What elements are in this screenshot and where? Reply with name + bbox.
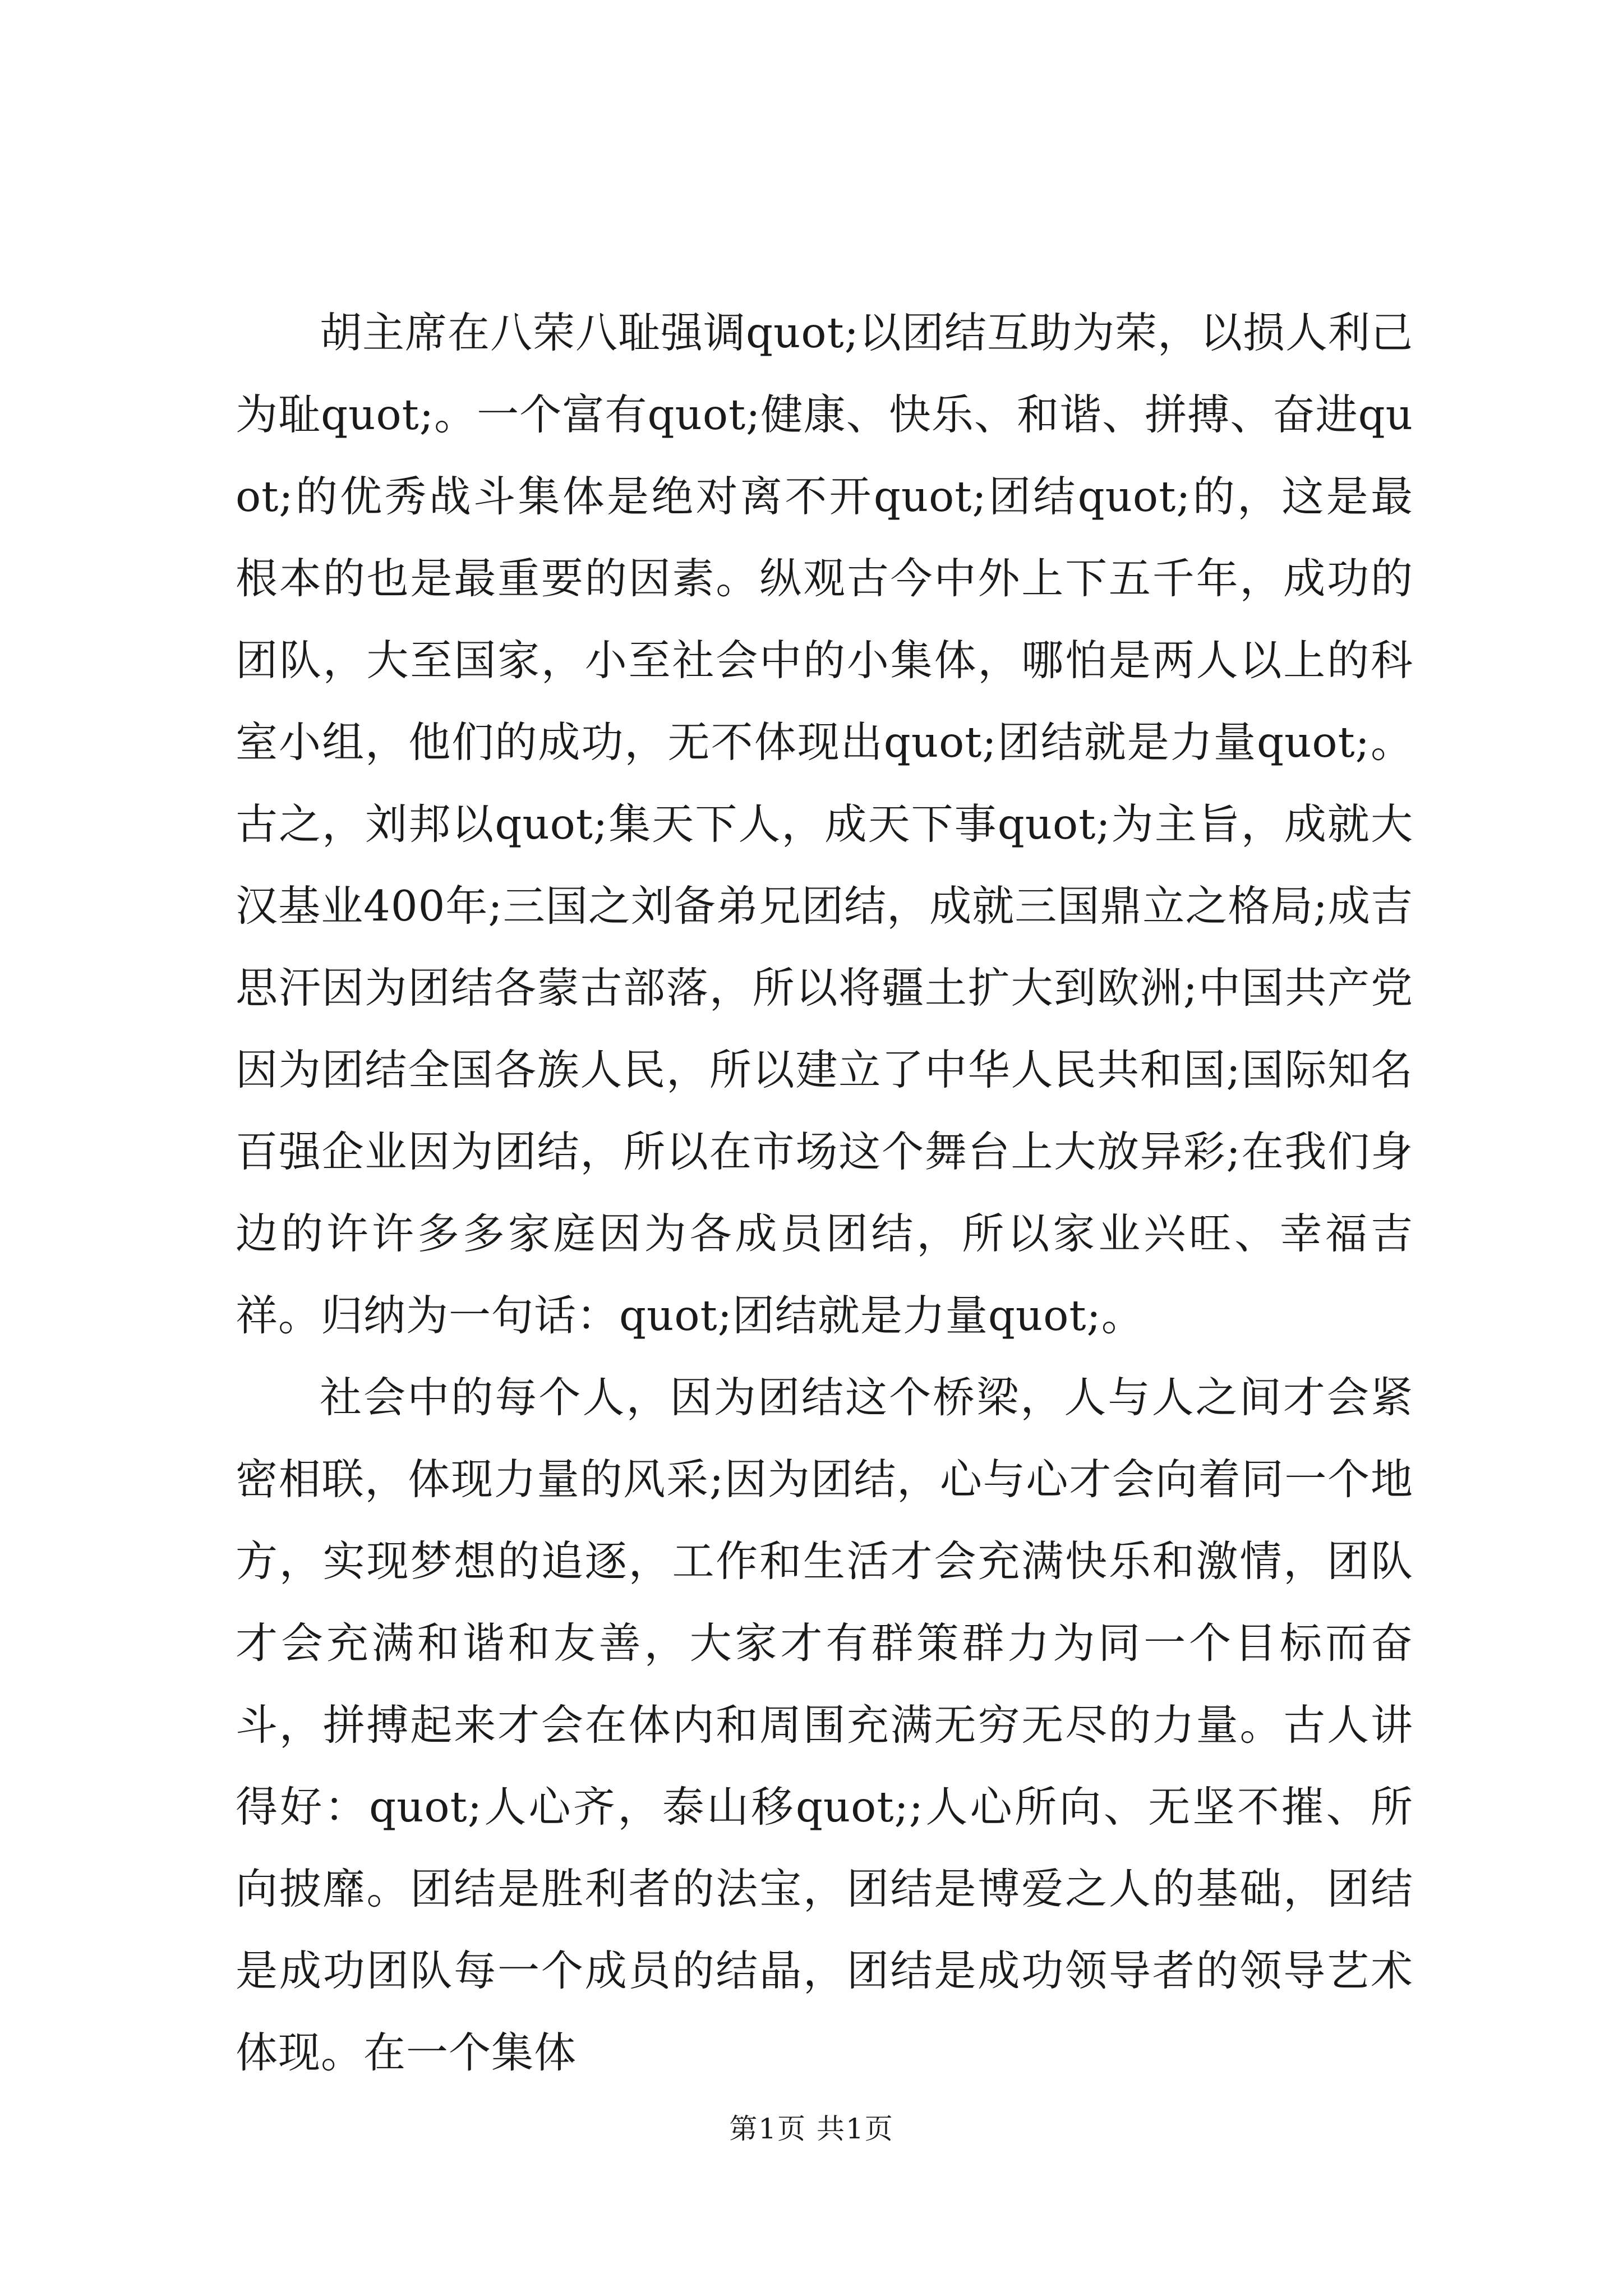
- paragraph-2: 社会中的每个人，因为团结这个桥梁，人与人之间才会紧密相联，体现力量的风采;因为团结，心与心才会向着同一个地方，实现梦想的追逐，工作和生活才会充满快乐和激情，团队才会充满和谐和友善，大家才有群策群力为同一个目标而奋斗，拼搏起来才会在体内和周围充满无穷无尽的力量。古人讲得好：quot;人心齐，泰山移quot;;人心所向、无坚不摧、所向披靡。团结是胜利者的法宝，团结是博爱之人的基础，团结是成功团队每一个成员的结晶，团结是成功领导者的领导艺术体现。在一个集体: [236, 1373, 1413, 2077]
- page-footer: 第1页 共1页: [729, 2113, 894, 2145]
- document-body: [236, 292, 1413, 2093]
- paragraph-1: 胡主席在八荣八耻强调quot;以团结互助为荣，以损人利己为耻quot;。一个富有quot;健康、快乐、和谐、拼搏、奋进quot;的优秀战斗集体是绝对离不开quot;团结quot;的，这是最根本的也是最重要的因素。纵观古今中外上下五千年，成功的团队，大至国家，小至社会中的小集体，哪怕是两人以上的科室小组，他们的成功，无不体现出quot;团结就是力量quot;。古之，刘邦以quot;集天下人，成天下事quot;为主旨，成就大汉基业400年;三国之刘备弟兄团结，成就三国鼎立之格局;成吉思汗因为团结各蒙古部落，所以将疆土扩大到欧洲;中国共产党因为团结全国各族人民，所以建立了中华人民共和国;国际知名百强企业因为团结，所以在市场这个舞台上大放异彩;在我们身边的许许多多家庭因为各成员团结，所以家业兴旺、幸福吉祥。归纳为一句话：quot;团结就是力量quot;。: [236, 308, 1413, 1340]
